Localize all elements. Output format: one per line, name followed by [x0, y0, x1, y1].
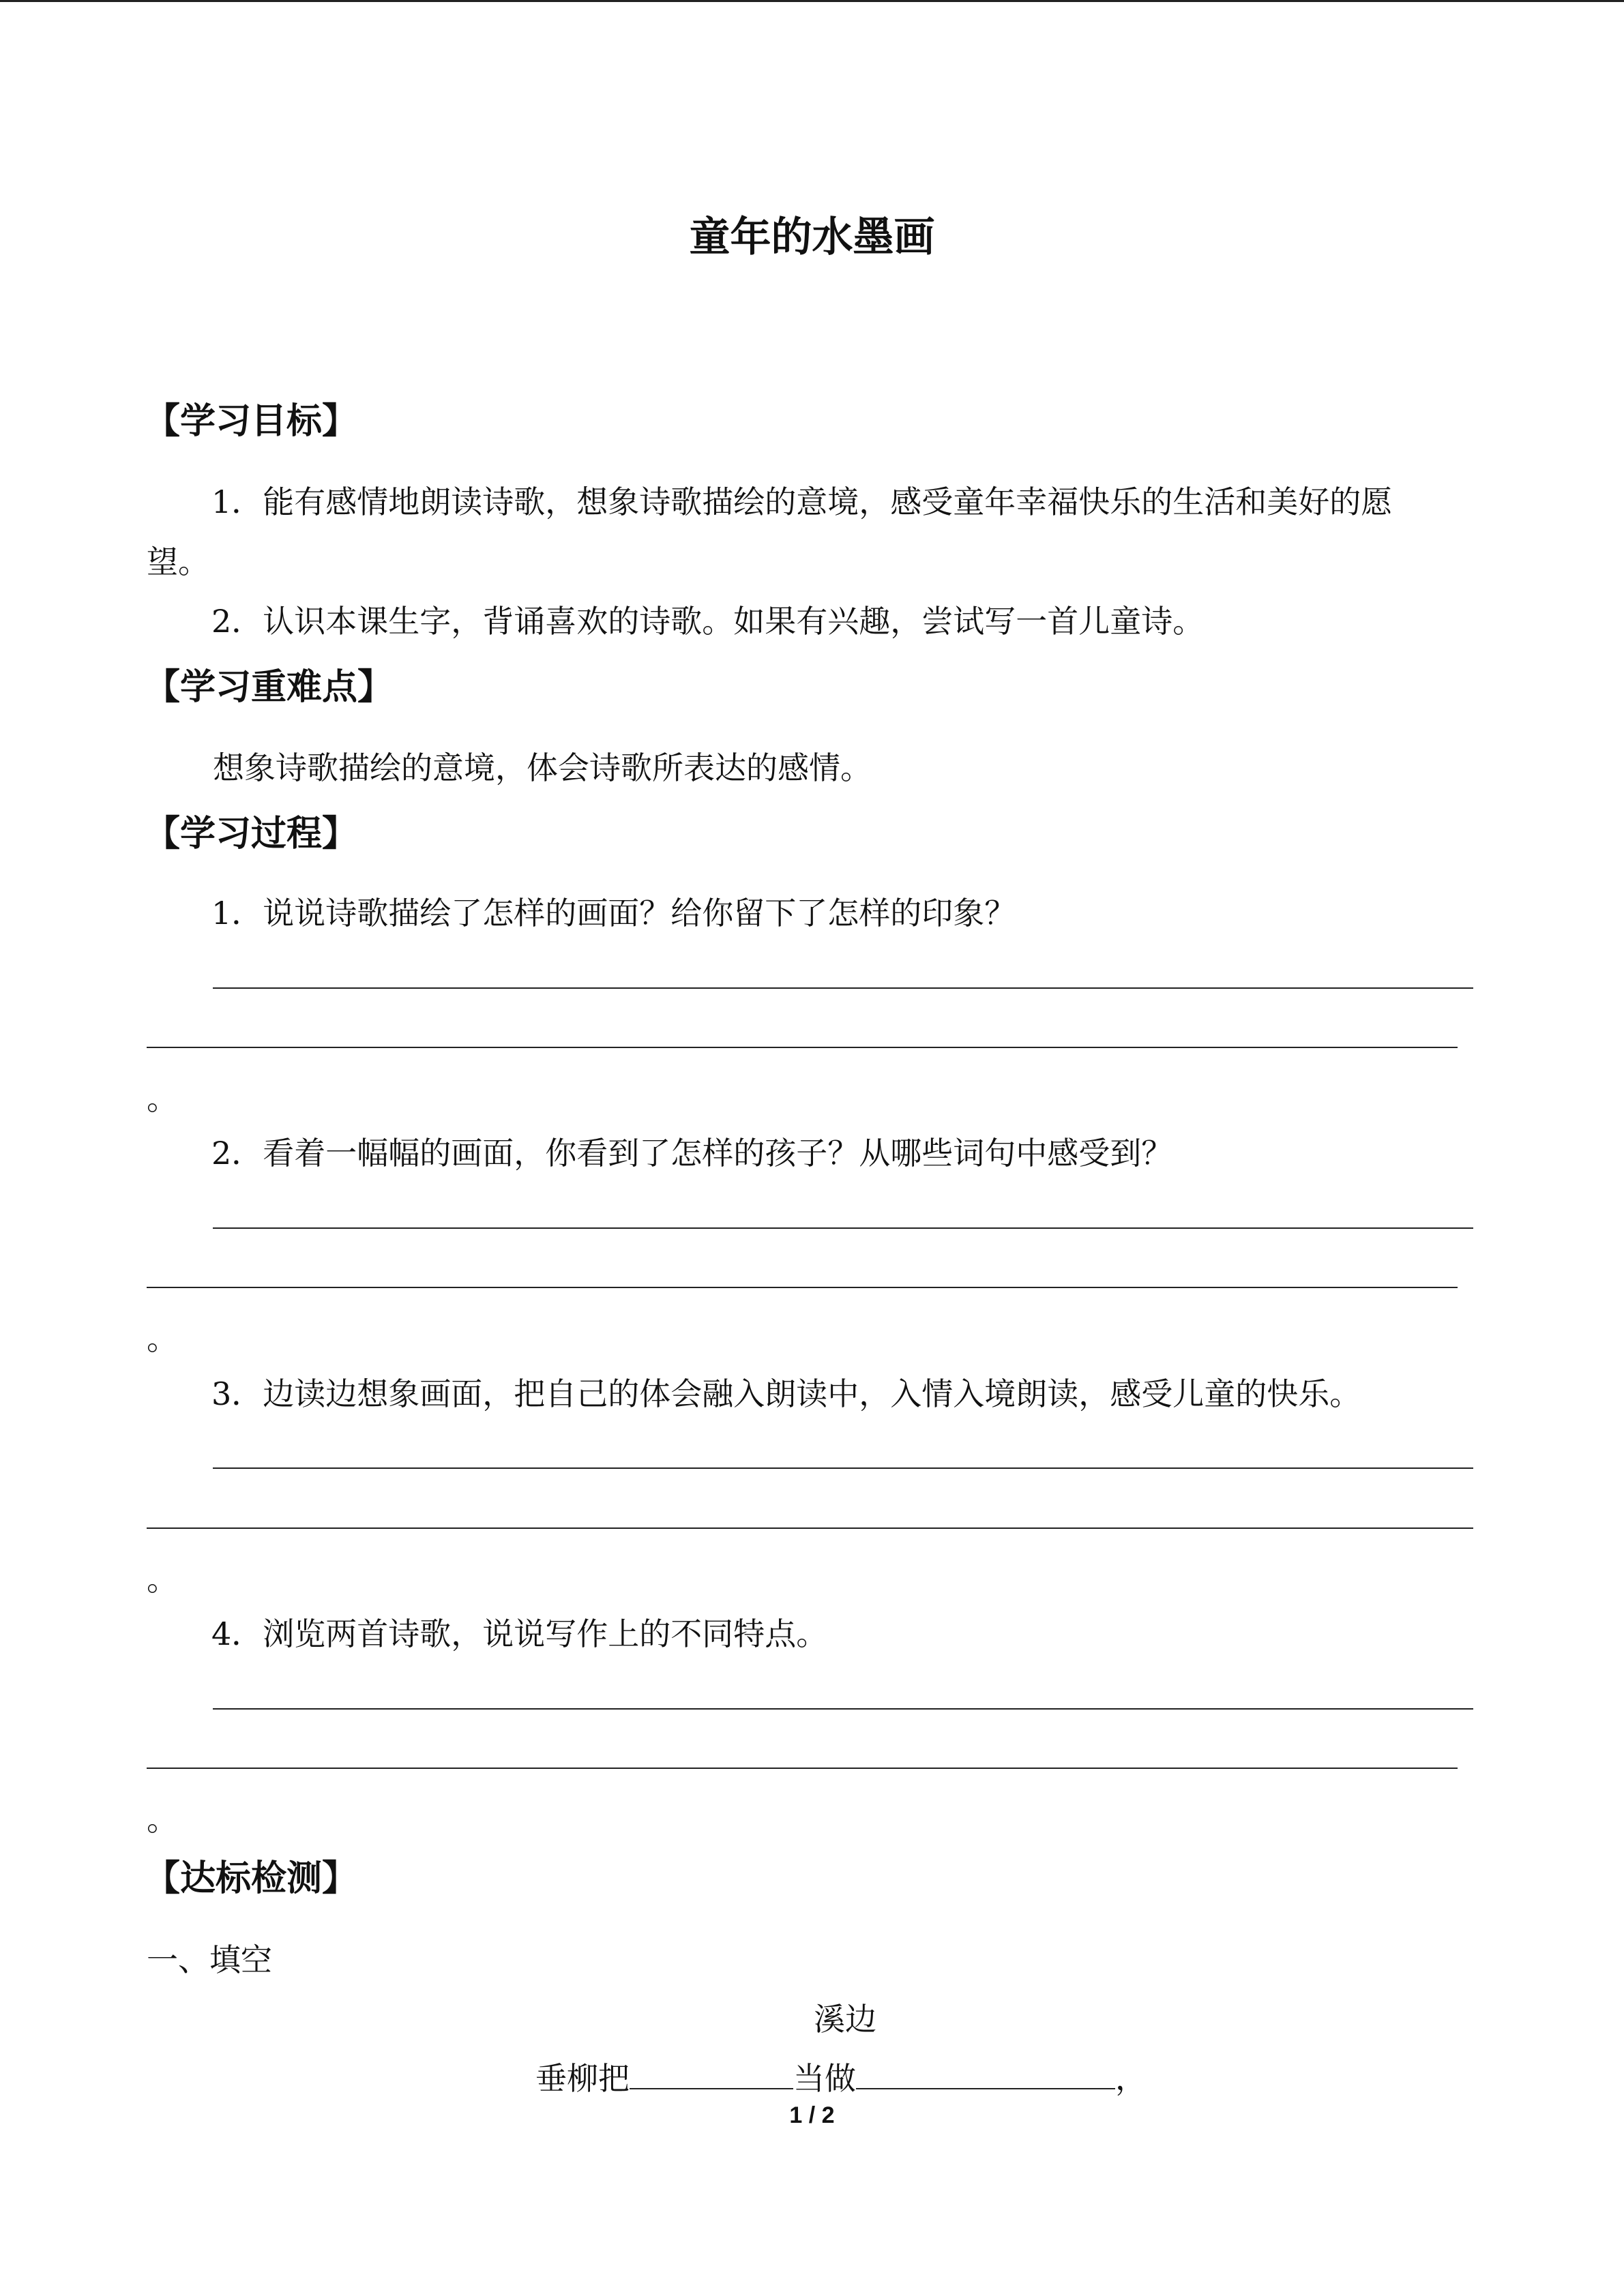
poem-title: 溪边: [814, 2001, 876, 2038]
end-mark: 。: [147, 1561, 178, 1598]
test-heading: 【达标检测】: [145, 1858, 358, 1899]
answer-line[interactable]: [147, 1768, 1458, 1769]
goal-item-1: 1．能有感情地朗读诗歌，想象诗歌描绘的意境，感受童年幸福快乐的生活和美好的愿: [211, 483, 1393, 520]
answer-line[interactable]: [147, 1047, 1458, 1048]
end-mark: 。: [147, 1080, 178, 1117]
page-title: 童年的水墨画: [689, 213, 935, 261]
goal-item-2: 2．认识本课生字，背诵喜欢的诗歌。如果有兴趣，尝试写一首儿童诗。: [211, 603, 1205, 640]
end-mark: 。: [147, 1320, 178, 1357]
answer-line[interactable]: [213, 1227, 1473, 1229]
poem-line: [535, 2054, 1147, 2099]
page-top-border: [0, 0, 1624, 2]
poem-text-a: 垂柳把: [535, 2060, 630, 2097]
blank-field[interactable]: [630, 2058, 793, 2089]
blank-field[interactable]: [856, 2058, 1115, 2089]
question-2: 2．看着一幅幅的画面，你看到了怎样的孩子？从哪些词句中感受到？: [211, 1135, 1173, 1172]
fill-blank-label: 一、填空: [147, 1941, 272, 1978]
end-mark: 。: [147, 1801, 178, 1838]
answer-line[interactable]: [213, 1708, 1473, 1710]
answer-line[interactable]: [213, 1467, 1473, 1469]
answer-line[interactable]: [213, 987, 1473, 989]
question-3: 3．边读边想象画面，把自己的体会融入朗读中，入情入境朗读，感受儿童的快乐。: [211, 1375, 1361, 1412]
poem-text-b: 当做: [793, 2060, 856, 2097]
goals-heading: 【学习目标】: [145, 401, 358, 442]
process-heading: 【学习过程】: [145, 814, 358, 854]
keypoints-heading: 【学习重难点】: [145, 667, 394, 708]
answer-line[interactable]: [147, 1527, 1473, 1529]
poem-text-c: ，: [1115, 2060, 1147, 2097]
question-1: 1．说说诗歌描绘了怎样的画面？给你留下了怎样的印象？: [211, 895, 1016, 931]
goal-item-1-cont: 望。: [147, 543, 209, 580]
keypoints-text: 想象诗歌描绘的意境，体会诗歌所表达的感情。: [213, 749, 872, 786]
question-4: 4．浏览两首诗歌，说说写作上的不同特点。: [211, 1615, 828, 1652]
answer-line[interactable]: [147, 1287, 1458, 1288]
page-number: 1 / 2: [789, 2102, 835, 2128]
